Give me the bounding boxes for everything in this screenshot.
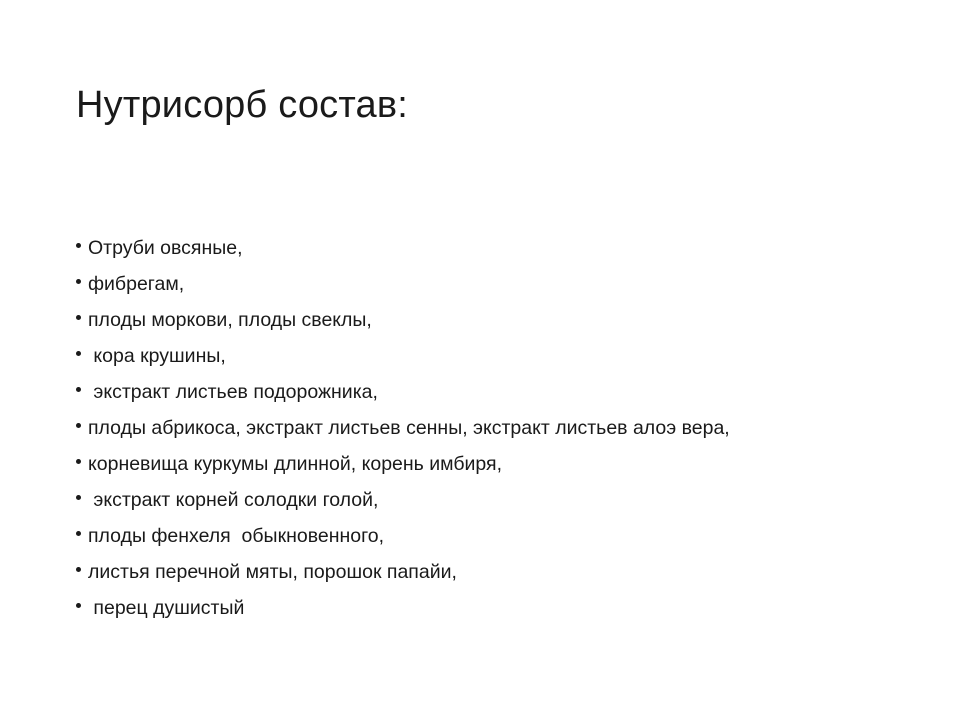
list-item-text: перец душистый bbox=[88, 596, 245, 619]
bullet-icon bbox=[76, 567, 81, 572]
list-item bbox=[76, 266, 936, 302]
bullet-icon bbox=[76, 531, 81, 536]
list-item bbox=[76, 590, 936, 626]
list-item bbox=[76, 446, 936, 482]
bullet-icon bbox=[76, 459, 81, 464]
list-item bbox=[76, 410, 936, 446]
slide-title: Нутрисорб состав: bbox=[76, 84, 409, 126]
bullet-icon bbox=[76, 603, 81, 608]
list-item-text: экстракт листьев подорожника, bbox=[88, 380, 378, 403]
list-item-text: фибрегам, bbox=[88, 272, 185, 295]
list-item-text: плоды фенхеля обыкновенного, bbox=[88, 524, 385, 547]
list-item bbox=[76, 518, 936, 554]
list-item-text: экстракт корней солодки голой, bbox=[88, 488, 379, 511]
list-item-text: Отруби овсяные, bbox=[88, 236, 243, 259]
bullet-icon bbox=[76, 495, 81, 500]
ingredient-list bbox=[76, 230, 936, 626]
list-item-text: кора крушины, bbox=[88, 344, 226, 367]
list-item bbox=[76, 482, 936, 518]
list-item-text: плоды абрикоса, экстракт листьев сенны, экстракт листьев алоэ вера, bbox=[88, 416, 730, 439]
list-item bbox=[76, 338, 936, 374]
list-item bbox=[76, 554, 936, 590]
bullet-icon bbox=[76, 423, 81, 428]
list-item bbox=[76, 230, 936, 266]
list-item-text: листья перечной мяты, порошок папайи, bbox=[88, 560, 457, 583]
bullet-icon bbox=[76, 315, 81, 320]
list-item bbox=[76, 374, 936, 410]
list-item-text: плоды моркови, плоды свеклы, bbox=[88, 308, 372, 331]
list-item-text: корневища куркумы длинной, корень имбиря, bbox=[88, 452, 502, 475]
list-item bbox=[76, 302, 936, 338]
bullet-icon bbox=[76, 351, 81, 356]
bullet-icon bbox=[76, 387, 81, 392]
bullet-icon bbox=[76, 279, 81, 284]
bullet-icon bbox=[76, 243, 81, 248]
